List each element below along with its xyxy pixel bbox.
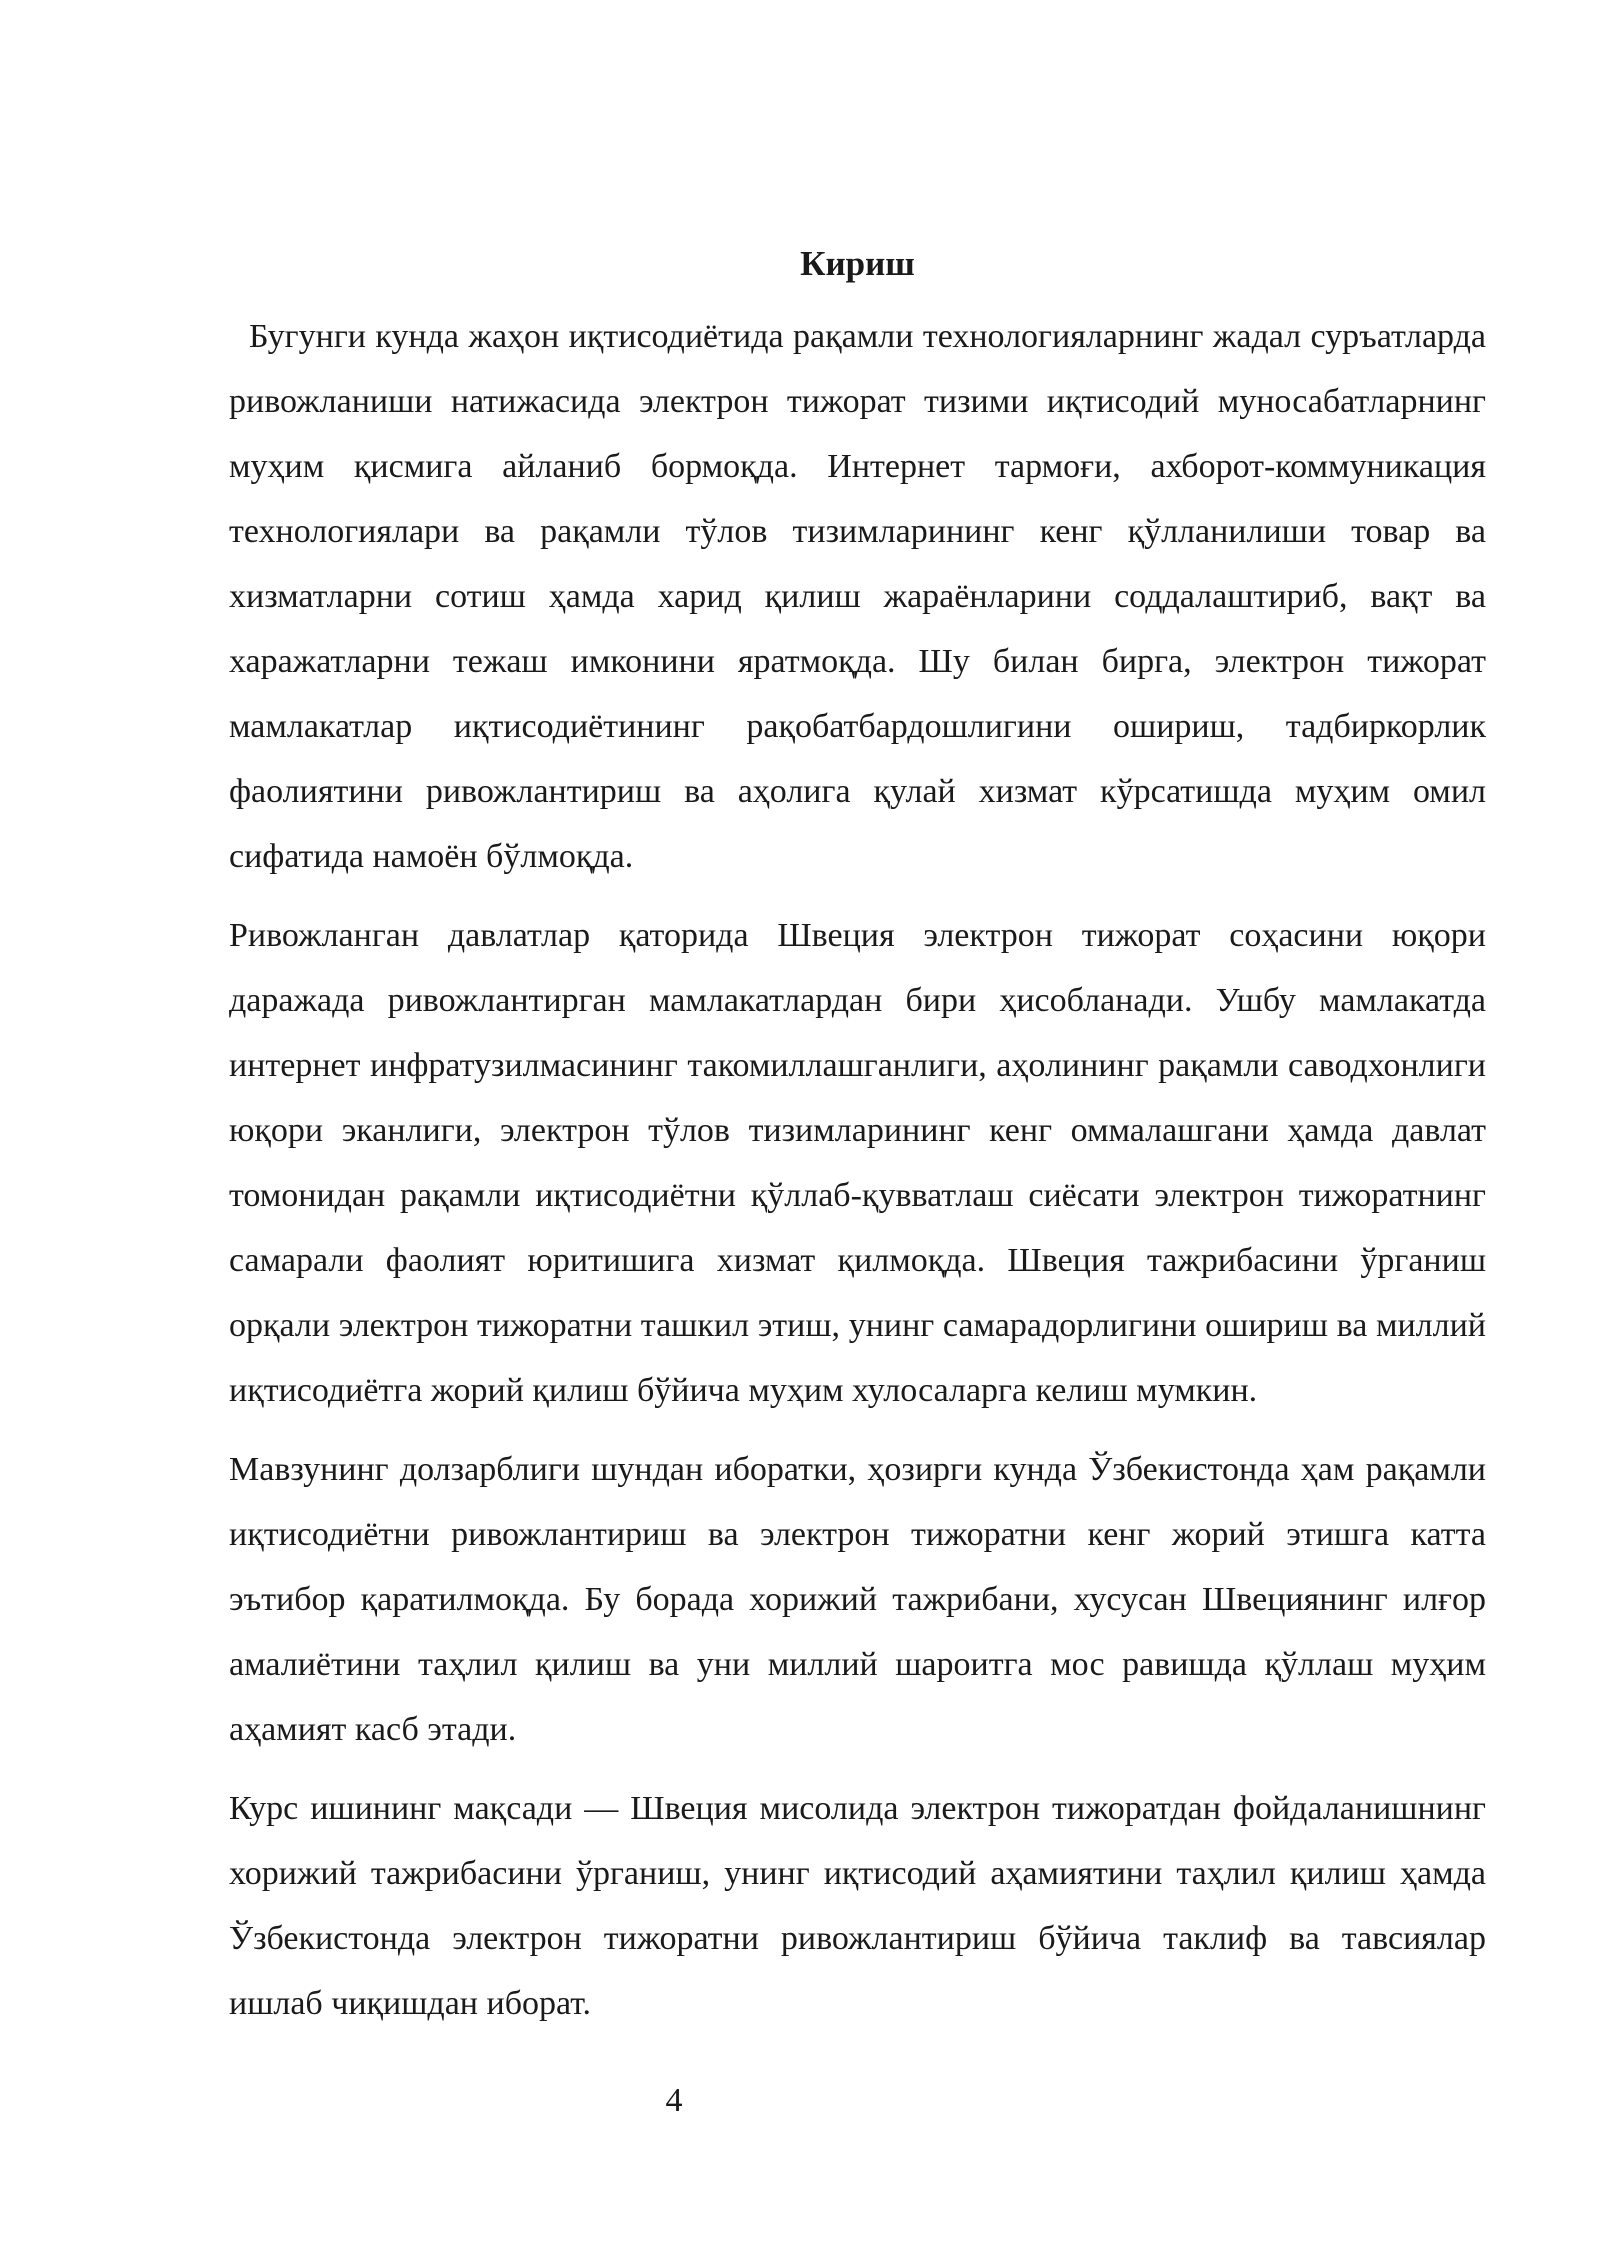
paragraph-goal: Курс ишининг мақсади — Швеция мисолида электрон тижоратдан фойдаланишнинг хорижий тажрибасини ўрганиш, унинг иқтисодий аҳамиятини таҳлил қилиш ҳамда Ўзбекистонда электрон тижоратни ривожлантириш бўйича таклиф ва тавсиялар ишлаб чиқишдан иборат. <box>229 1790 1486 2022</box>
section-heading: Кириш <box>800 244 915 283</box>
page-number: 4 <box>665 2082 683 2119</box>
paragraph-relevance: Мавзунинг долзарблиги шундан иборатки, ҳозирги кунда Ўзбекистонда ҳам рақамли иқтисодиётни ривожлантириш ва электрон тижоратни кенг жорий этишга катта эътибор қаратилмоқда. Бу борада хорижий тажрибани, хусусан Швециянинг илғор амалиётини таҳлил қилиш ва уни миллий шароитга мос равишда қўллаш муҳим аҳамият касб этади. <box>229 1451 1486 1748</box>
paragraph-introduction: Бугунги кунда жаҳон иқтисодиётида рақамли технологияларнинг жадал суръатларда ривожланиши натижасида электрон тижорат тизими иқтисодий муносабатларнинг муҳим қисмига айланиб бормоқда. Интернет тармоғи, ахборот-коммуникация технологиялари ва рақамли тўлов тизимларининг кенг қўлланилиши товар ва хизматларни сотиш ҳамда харид қилиш жараёнларини соддалаштириб, вақт ва харажатларни тежаш имконини яратмоқда. Шу билан бирга, электрон тижорат мамлакатлар иқтисодиётининг рақобатбардошлигини ошириш, тадбиркорлик фаолиятини ривожлантириш ва аҳолига қулай хизмат кўрсатишда муҳим омил сифатида намоён бўлмоқда. <box>229 318 1486 875</box>
document-body <box>229 240 1486 2050</box>
paragraph-sweden: Ривожланган давлатлар қаторида Швеция электрон тижорат соҳасини юқори даражада ривожлантирган мамлакатлардан бири ҳисобланади. Ушбу мамлакатда интернет инфратузилмасининг такомиллашганлиги, аҳолининг рақамли саводхонлиги юқори эканлиги, электрон тўлов тизимларининг кенг оммалашгани ҳамда давлат томонидан рақамли иқтисодиётни қўллаб-қувватлаш сиёсати электрон тижоратнинг самарали фаолият юритишига хизмат қилмоқда. Швеция тажрибасини ўрганиш орқали электрон тижоратни ташкил этиш, унинг самарадорлигини ошириш ва миллий иқтисодиётга жорий қилиш бўйича муҳим хулосаларга келиш мумкин. <box>229 917 1486 1409</box>
